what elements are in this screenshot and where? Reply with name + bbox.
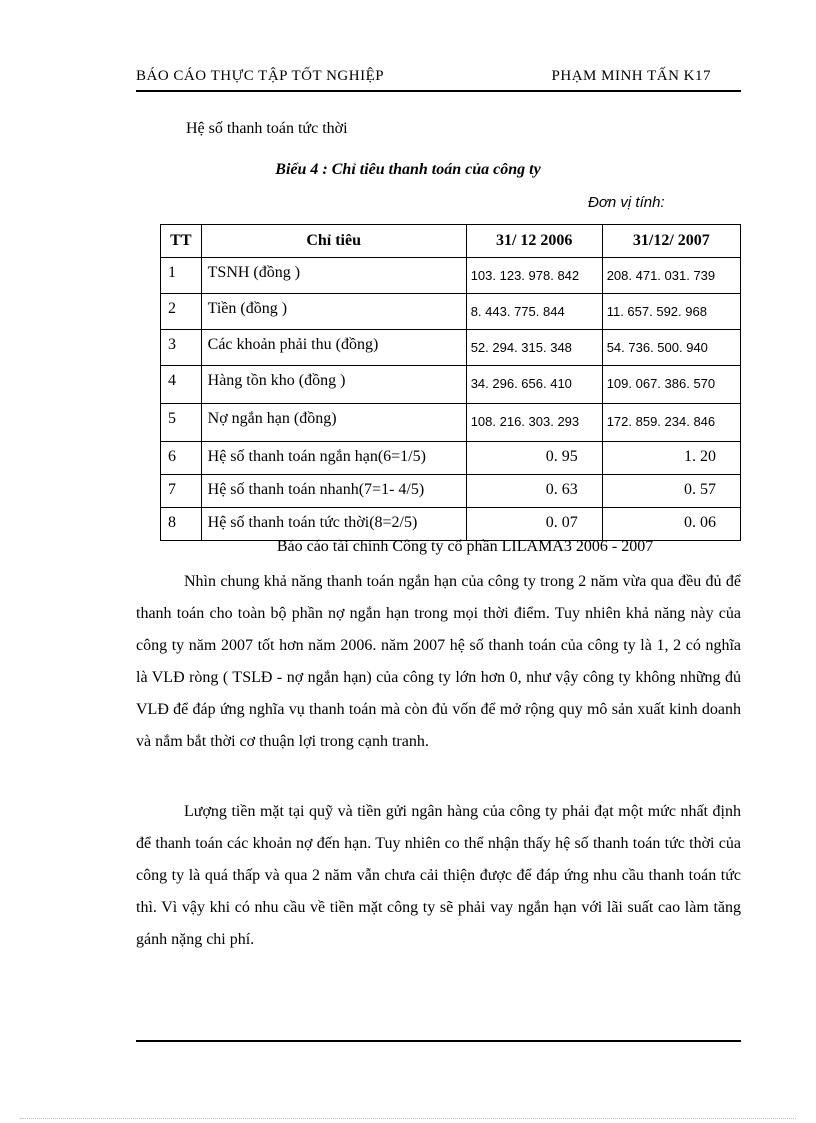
table-row	[161, 294, 741, 330]
unit-label: Đơn vị tính:	[588, 194, 665, 211]
row-tt: 2	[161, 294, 202, 330]
row-value-2006: 103. 123. 978. 842	[466, 258, 602, 294]
row-indicator: Hệ số thanh toán tức thời(8=2/5)	[201, 508, 466, 541]
row-indicator: Hệ số thanh toán ngắn hạn(6=1/5)	[201, 442, 466, 475]
header-author: PHẠM MINH TẤN K17	[551, 68, 711, 84]
body-paragraph-1: Nhìn chung khả năng thanh toán ngắn hạn của công ty trong 2 năm vừa qua đều đủ để thanh toán cho toàn bộ phần nợ ngắn hạn trong mọi thời điểm. Tuy nhiên khả năng này của công ty năm 2007 tốt hơn năm 2006. năm 2007 hệ số thanh toán của công ty là 1, 2 có nghĩa là VLĐ ròng ( TSLĐ - nợ ngắn hạn) của công ty lớn hơn 0, như vậy công ty không những đủ VLĐ để đáp ứng nghĩa vụ thanh toán mà còn đủ vốn để mở rộng quy mô sản xuất kinh doanh và nắm bắt thời cơ thuận lợi trong cạnh tranh.	[136, 573, 741, 750]
row-value-2006: 8. 443. 775. 844	[466, 294, 602, 330]
table-row	[161, 330, 741, 366]
header-cell-tt: TT	[161, 225, 202, 258]
row-value-2006: 0. 63	[466, 475, 602, 508]
table-row	[161, 508, 741, 541]
table-title: Biểu 4 : Chỉ tiêu thanh toán của công ty	[275, 161, 541, 178]
table-row	[161, 475, 741, 508]
row-tt: 6	[161, 442, 202, 475]
page-bottom-edge	[20, 1118, 796, 1119]
row-value-2007: 54. 736. 500. 940	[602, 330, 740, 366]
row-value-2007: 208. 471. 031. 739	[602, 258, 740, 294]
row-tt: 5	[161, 404, 202, 442]
section-subtitle: Hệ số thanh toán tức thời	[186, 120, 348, 137]
row-indicator: TSNH (đồng )	[201, 258, 466, 294]
row-indicator: Tiền (đồng )	[201, 294, 466, 330]
row-value-2006: 34. 296. 656. 410	[466, 366, 602, 404]
row-value-2007: 0. 06	[602, 508, 740, 541]
row-value-2006: 0. 95	[466, 442, 602, 475]
row-value-2007: 109. 067. 386. 570	[602, 366, 740, 404]
table-row	[161, 404, 741, 442]
header-cell-2006: 31/ 12 2006	[466, 225, 602, 258]
row-value-2006: 0. 07	[466, 508, 602, 541]
table-row	[161, 366, 741, 404]
row-value-2007: 172. 859. 234. 846	[602, 404, 740, 442]
row-tt: 3	[161, 330, 202, 366]
header-cell-indicator: Chỉ tiêu	[201, 225, 466, 258]
row-tt: 4	[161, 366, 202, 404]
row-value-2007: 1. 20	[602, 442, 740, 475]
table-row	[161, 258, 741, 294]
row-tt: 8	[161, 508, 202, 541]
liquidity-table	[160, 224, 741, 541]
table-header-row	[161, 225, 741, 258]
row-value-2006: 108. 216. 303. 293	[466, 404, 602, 442]
row-indicator: Nợ ngắn hạn (đồng)	[201, 404, 466, 442]
page-header	[136, 66, 741, 92]
row-tt: 7	[161, 475, 202, 508]
row-value-2007: 11. 657. 592. 968	[602, 294, 740, 330]
row-value-2006: 52. 294. 315. 348	[466, 330, 602, 366]
row-tt: 1	[161, 258, 202, 294]
footer-divider	[136, 1040, 741, 1042]
header-report-title: BÁO CÁO THỰC TẬP TỐT NGHIỆP	[136, 68, 385, 84]
header-cell-2007: 31/12/ 2007	[602, 225, 740, 258]
row-indicator: Hàng tồn kho (đồng )	[201, 366, 466, 404]
row-indicator: Hệ số thanh toán nhanh(7=1- 4/5)	[201, 475, 466, 508]
row-indicator: Các khoản phải thu (đồng)	[201, 330, 466, 366]
table-row	[161, 442, 741, 475]
row-value-2007: 0. 57	[602, 475, 740, 508]
body-paragraph-2: Lượng tiền mặt tại quỹ và tiền gửi ngân hàng của công ty phải đạt một mức nhất định để thanh toán các khoản nợ đến hạn. Tuy nhiên co thể nhận thấy hệ số thanh toán tức thời của công ty là quá thấp và qua 2 năm vẫn chưa cải thiện được để đáp ứng nhu cầu thanh toán tức thì. Vì vậy khi có nhu cầu về tiền mặt công ty sẽ phải vay ngắn hạn với lãi suất cao làm tăng gánh nặng chi phí.	[136, 803, 741, 948]
table-source-caption: Báo cáo tài chính Công ty cổ phần LILAMA3 2006 - 2007	[276, 538, 654, 555]
